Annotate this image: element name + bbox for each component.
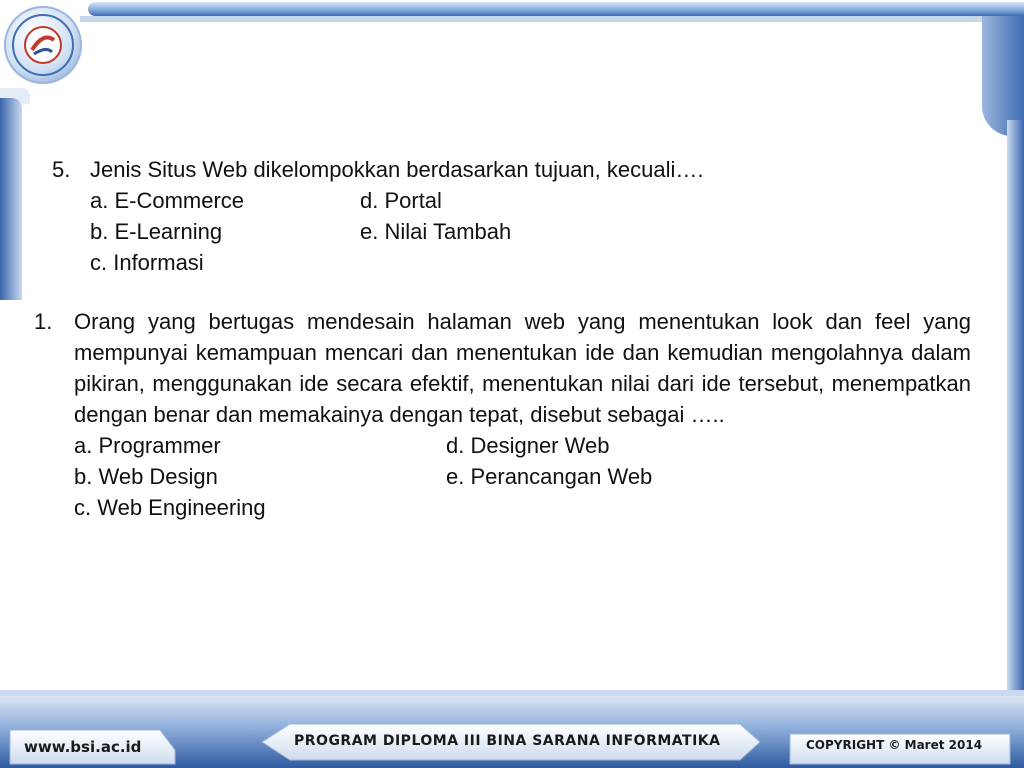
bsi-logo-icon [4, 6, 82, 84]
option-e: e. Nilai Tambah [360, 219, 512, 244]
footer-copyright: COPYRIGHT © Maret 2014 [806, 738, 983, 752]
footer-url: www.bsi.ac.id [24, 738, 142, 756]
question-1 [34, 306, 974, 523]
option-c: c. Web Engineering [74, 495, 266, 520]
options-row [34, 461, 974, 492]
question-number: 5. [52, 157, 71, 182]
bsi-logo-graphic [4, 6, 82, 84]
frame-top-border [88, 2, 1024, 16]
option-b: b. E-Learning [90, 219, 223, 244]
question-5 [52, 154, 832, 278]
option-e: e. Perancangan Web [446, 464, 653, 489]
question-5-stem [52, 154, 832, 185]
question-text: Orang yang bertugas mendesain halaman web yang menentukan look dan feel yang mempunyai kemampuan mencari dan menentukan ide dan kemudian mengolahnya dalam pikiran, menggunakan ide secara efektif, menentukan nilai dari ide tersebut, menempatkan dengan benar dan memakainya dengan tepat, disebut sebagai ….. [74, 309, 971, 427]
options-row [52, 185, 832, 216]
question-text: Jenis Situs Web dikelompokkan berdasarkan tujuan, kecuali…. [90, 157, 704, 182]
footer-program-title: PROGRAM DIPLOMA III BINA SARANA INFORMATIKA [294, 733, 721, 749]
options-row [34, 430, 974, 461]
option-b: b. Web Design [74, 464, 218, 489]
question-1-stem [34, 306, 974, 430]
option-a: a. Programmer [74, 433, 221, 458]
footer-bar-graphic [0, 690, 1024, 768]
option-c: c. Informasi [90, 250, 204, 275]
option-d: d. Designer Web [446, 433, 610, 458]
question-number: 1. [34, 309, 53, 334]
frame-top-inner [80, 16, 1024, 22]
option-a: a. E-Commerce [90, 188, 245, 213]
options-row [52, 247, 832, 278]
option-d: d. Portal [360, 188, 442, 213]
options-row [52, 216, 832, 247]
frame-corner-decoration [982, 16, 1024, 136]
frame-left-border [0, 98, 22, 300]
options-row [34, 492, 974, 523]
frame-right-border [1007, 120, 1024, 690]
footer-bar [0, 690, 1024, 768]
